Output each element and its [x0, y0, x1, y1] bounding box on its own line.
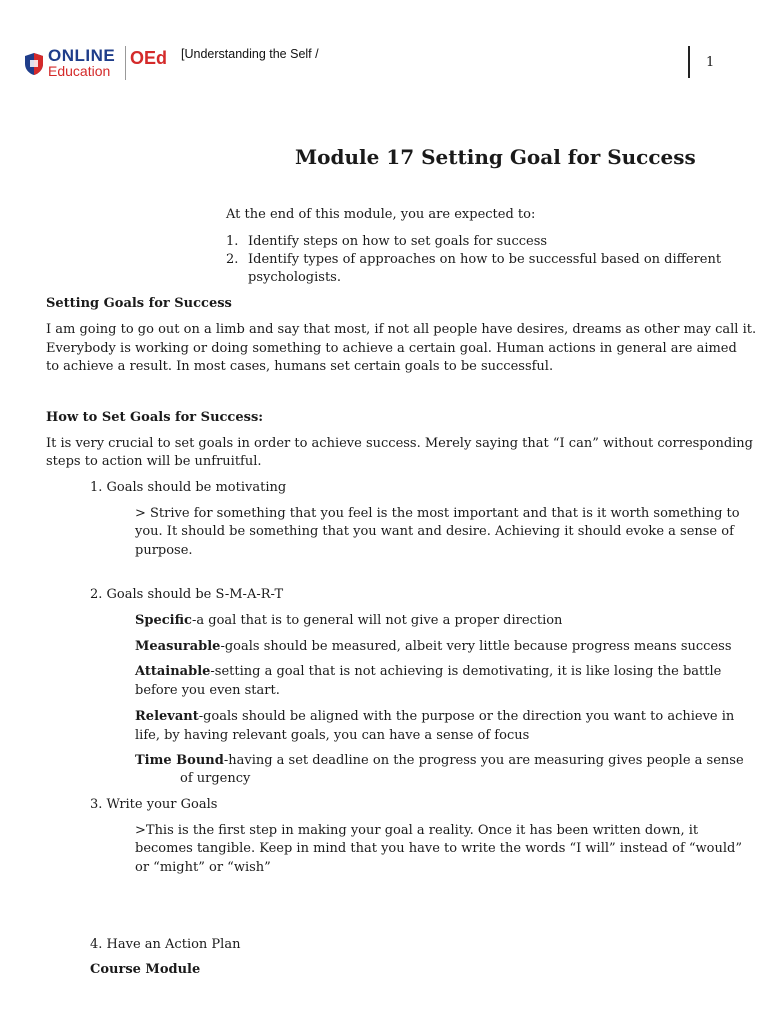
- page-number: 1: [706, 55, 715, 70]
- smart-attainable-cont: before you even start.: [135, 683, 280, 698]
- objectives-intro: At the end of this module, you are expected to:: [226, 207, 536, 222]
- step-text: becomes tangible. Keep in mind that you have to write the words “I will” instead of “would”: [135, 841, 742, 856]
- paragraph-line: to achieve a result. In most cases, humans set certain goals to be successful.: [46, 359, 554, 374]
- section-heading: Setting Goals for Success: [46, 296, 232, 311]
- step-title: 4. Have an Action Plan: [90, 937, 241, 952]
- logo-oed-text: OEd: [130, 48, 168, 68]
- logo-education-text: Education: [48, 63, 111, 79]
- objective-num: 1.: [226, 234, 239, 249]
- step-text: > Strive for something that you feel is the most important and that is it worth something to: [135, 506, 740, 521]
- paragraph-line: steps to action will be unfruitful.: [46, 454, 262, 469]
- step-title: 1. Goals should be motivating: [90, 480, 287, 495]
- step-text: >This is the first step in making your goal a reality. Once it has been written down, it: [135, 823, 699, 838]
- step-title: 2. Goals should be S-M-A-R-T: [90, 587, 284, 602]
- step-text: or “might” or “wish”: [135, 860, 271, 875]
- paragraph-line: Everybody is working or doing something to achieve a certain goal. Human actions in general are aimed: [46, 341, 737, 356]
- smart-attainable: Attainable-setting a goal that is not achieving is demotivating, it is like losing the battle: [135, 664, 722, 679]
- smart-measurable: Measurable-goals should be measured, albeit very little because progress means success: [135, 639, 732, 654]
- objective-text: Identify types of approaches on how to be successful based on different: [248, 252, 722, 267]
- paragraph-line: I am going to go out on a limb and say that most, if not all people have desires, dreams as other may call it.: [46, 322, 757, 337]
- objective-text-cont: psychologists.: [248, 270, 341, 285]
- header-course-title: [Understanding the Self /: [181, 47, 319, 61]
- paragraph-line: It is very crucial to set goals in order to achieve success. Merely saying that “I can” without corresponding: [46, 436, 754, 451]
- footer-label: Course Module: [90, 962, 201, 977]
- smart-timebound-cont: of urgency: [180, 771, 251, 786]
- section-heading: How to Set Goals for Success:: [46, 410, 264, 425]
- smart-specific: Specific-a goal that is to general will not give a proper direction: [135, 613, 563, 628]
- objective-num: 2.: [226, 252, 239, 267]
- logo-online-text: ONLINE: [48, 46, 116, 65]
- logo-divider: [125, 46, 126, 80]
- smart-relevant-cont: life, by having relevant goals, you can have a sense of focus: [135, 728, 530, 743]
- page-number-divider: [688, 46, 690, 78]
- smart-relevant: Relevant-goals should be aligned with the purpose or the direction you want to achieve in: [135, 709, 735, 724]
- shield-icon: [24, 52, 44, 76]
- page-title: Module 17 Setting Goal for Success: [295, 145, 696, 169]
- online-education-logo: [22, 44, 177, 84]
- step-text: you. It should be something that you want and desire. Achieving it should evoke a sense of: [135, 524, 734, 539]
- step-text: purpose.: [135, 543, 193, 558]
- smart-timebound: Time Bound-having a set deadline on the progress you are measuring gives people a sense: [135, 753, 744, 768]
- step-title: 3. Write your Goals: [90, 797, 218, 812]
- objective-text: Identify steps on how to set goals for success: [248, 234, 548, 249]
